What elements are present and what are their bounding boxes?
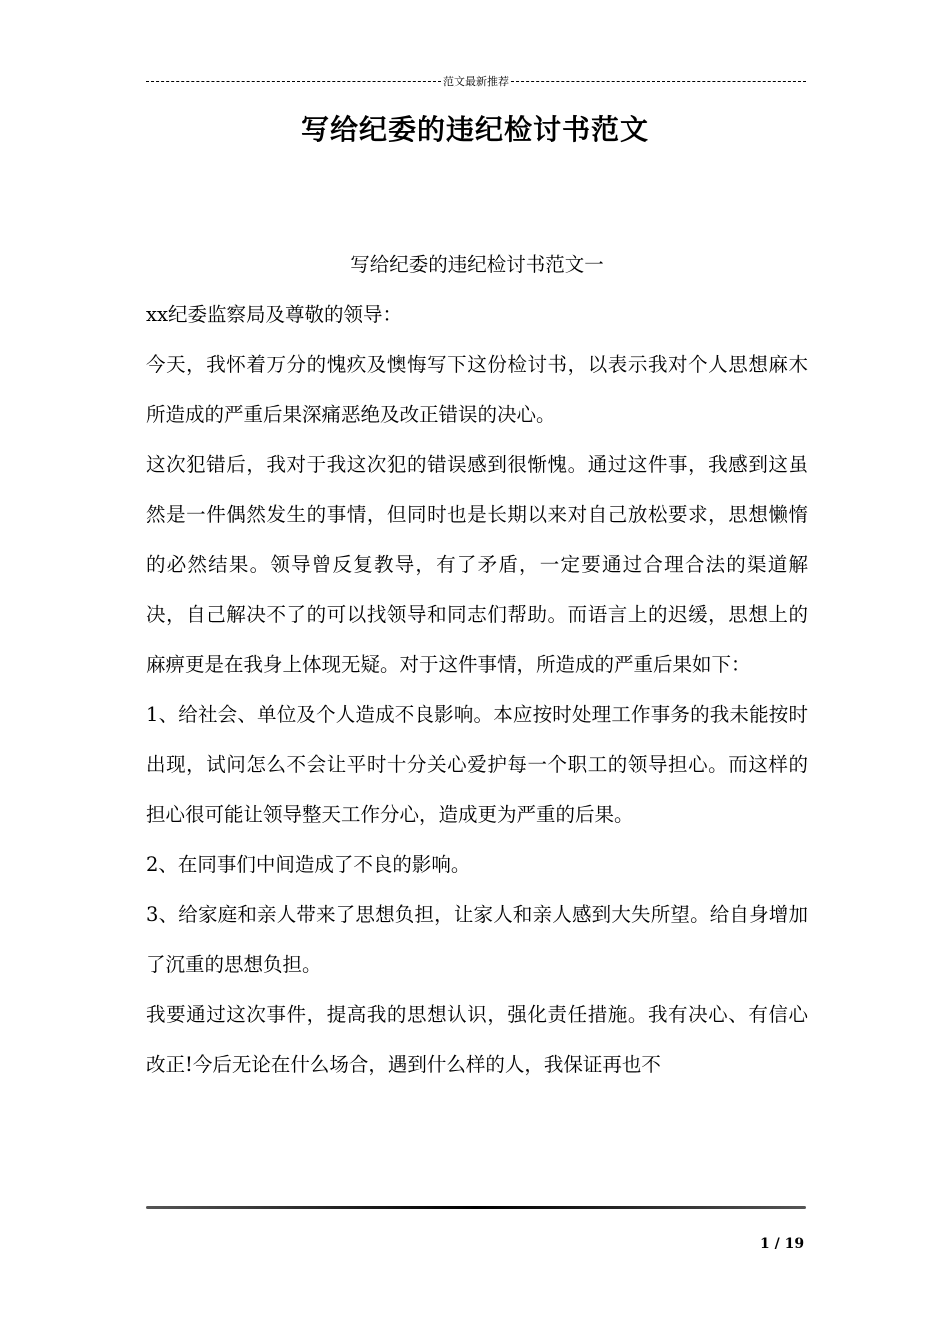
page-number: 1 / 19 bbox=[760, 1236, 805, 1252]
document-body bbox=[146, 240, 808, 1090]
page-header bbox=[146, 72, 806, 90]
paragraph: 这次犯错后，我对于我这次犯的错误感到很惭愧。通过这件事，我感到这虽然是一件偶然发生的事情，但同时也是长期以来对自己放松要求，思想懒惰的必然结果。领导曾反复教导，有了矛盾，一定要通过合理合法的渠道解决，自己解决不了的可以找领导和同志们帮助。而语言上的迟缓，思想上的麻痹更是在我身上体现无疑。对于这件事情，所造成的严重后果如下： bbox=[146, 453, 808, 676]
salutation: xx纪委监察局及尊敬的领导： bbox=[146, 303, 402, 326]
paragraph: 2、在同事们中间造成了不良的影响。 bbox=[146, 853, 471, 876]
document-subtitle: 写给纪委的违纪检讨书范文一 bbox=[350, 253, 604, 276]
header-label: 范文最新推荐 bbox=[443, 75, 509, 88]
footer-rule bbox=[146, 1206, 806, 1209]
paragraph: 今天，我怀着万分的愧疚及懊悔写下这份检讨书，以表示我对个人思想麻木所造成的严重后果深痛恶绝及改正错误的决心。 bbox=[146, 353, 808, 426]
paragraph: 我要通过这次事件，提高我的思想认识，强化责任措施。我有决心、有信心改正!今后无论在什么场合，遇到什么样的人，我保证再也不 bbox=[146, 1003, 808, 1076]
header-dash-left bbox=[146, 81, 441, 82]
paragraph: 3、给家庭和亲人带来了思想负担，让家人和亲人感到大失所望。给自身增加了沉重的思想负担。 bbox=[146, 903, 808, 976]
document-title: 写给纪委的违纪检讨书范文 bbox=[300, 113, 649, 146]
header-dash-right bbox=[511, 81, 806, 82]
paragraph: 1、给社会、单位及个人造成不良影响。本应按时处理工作事务的我未能按时出现，试问怎么不会让平时十分关心爱护每一个职工的领导担心。而这样的担心很可能让领导整天工作分心，造成更为严重的后果。 bbox=[146, 703, 808, 826]
